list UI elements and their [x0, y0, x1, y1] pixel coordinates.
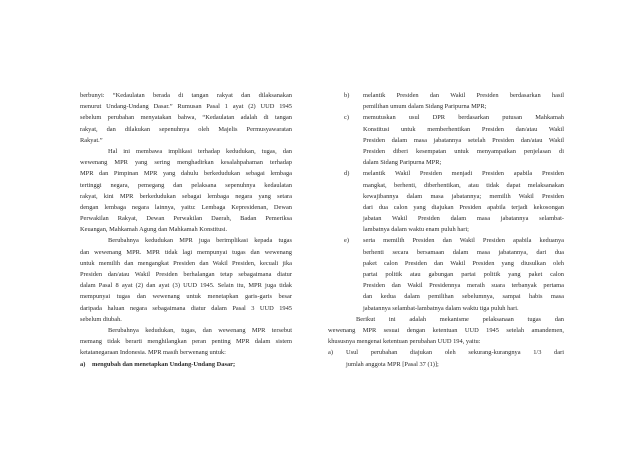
list-item-continuation: jabatannya selambat-lambatnya dalam waktu tiga puluh hari.	[363, 304, 519, 312]
paragraph-line: rakyat, dan dilakukan sepenuhnya oleh Majelis Permusyawaratan	[80, 125, 292, 133]
list-item	[328, 112, 564, 123]
list-item-continuation: berhenti secara bersamaan dalam masa jabatannya, dari dua	[363, 248, 564, 256]
paragraph-line: Rakyat.”	[80, 136, 103, 144]
list-item	[328, 168, 564, 179]
list-item-continuation: dan kedua dalam pemilihan sebelumnya, sampai habis masa	[363, 293, 564, 301]
paragraph-line: memang tidak berarti menghilangkan peran penting MPR dalam sistem	[80, 338, 292, 346]
list-item-text: Usul perubahan diajukan oleh sekurang-kurangnya 1/3 dari	[346, 349, 564, 357]
list-item-continuation: jumlah anggota MPR [Pasal 37 (1)];	[346, 360, 439, 368]
list-item-continuation: Presiden dan Wakil Presidennya meraih suara terbanyak pertama	[363, 282, 564, 290]
list-marker: e)	[344, 237, 349, 245]
list-item-continuation: kewajibannya dalam masa jabatannya; memilih Wakil Presiden	[363, 192, 564, 200]
left-text-column	[80, 90, 292, 370]
list-item-text: serta memilih Presiden dan Wakil Presiden apabila keduanya	[363, 237, 564, 245]
paragraph-line: wewenang MPR sesuai dengan ketentuan UUD 1945 setelah amandemen,	[328, 326, 564, 334]
list-item	[80, 359, 292, 370]
paragraph-first-line: Berubahnya kedudukan MPR juga berimplikasi kepada tugas	[108, 237, 292, 245]
paragraph-line: ketatanegaraan Indonesia. MPR masih berwenang untuk:	[80, 349, 226, 357]
list-item	[328, 347, 564, 358]
paragraph-line: rakyat, kini MPR berkedudukan sebagai lembaga negara yang setara	[80, 192, 292, 200]
paragraph-first-line: Hal ini membawa implikasi terhadap kedudukan, tugas, dan	[108, 147, 292, 155]
list-item-text: mengubah dan menetapkan Undang-Undang Dasar;	[92, 360, 236, 368]
list-item-continuation: partai politik atau gabungan partai politik yang paket calon	[363, 271, 564, 278]
list-item	[328, 235, 564, 246]
list-item-continuation: jabatan Wakil Presiden dalam masa jabatannya selambat-	[363, 215, 564, 223]
paragraph-line: Keuangan, Mahkamah Agung dan Mahkamah Konstitusi.	[80, 226, 228, 234]
list-item-text: memutuskan usul DPR berdasarkan putusan Mahkamah	[363, 114, 564, 122]
paragraph-first-line: Berikut ini adalah mekanisme pelaksanaan tugas dan	[356, 315, 564, 323]
paragraph-line: khususnya mengenai ketentuan perubahan UUD 194, yaitu:	[328, 338, 481, 346]
list-marker: a)	[328, 349, 333, 357]
paragraph-line: dalam Pasal 8 ayat (2) dan ayat (3) UUD 1945. Selain itu, MPR juga tidak	[80, 282, 292, 290]
list-item-continuation: Presiden dalam masa jabatannya setelah Presiden dan/atau Wakil	[363, 136, 564, 144]
list-marker: c)	[344, 114, 349, 122]
list-marker: d)	[344, 170, 350, 178]
list-marker: a)	[80, 360, 86, 368]
paragraph-line: Perwakilan Rakyat, Dewan Perwakilan Daerah, Badan Pemeriksa	[80, 215, 292, 223]
paragraph-line: sebelum diubah.	[80, 315, 122, 323]
list-item-continuation: paket calon Presiden dan Wakil Presiden yang diusulkan oleh	[363, 259, 564, 267]
list-item-continuation: lambatnya dalam waktu enam puluh hari;	[363, 226, 469, 234]
list-item-text: melantik Wakil Presiden menjadi Presiden apabila Presiden	[363, 170, 564, 178]
paragraph-line: Presiden dan/atau Wakil Presiden berhalangan tetap sebagaimana diatur	[80, 271, 292, 278]
list-item-continuation: Presiden diberi kesempatan untuk menyampaikan penjelasan di	[363, 147, 564, 155]
list-item-continuation: Konstitusi untuk memberhentikan Presiden dan/atau Wakil	[363, 125, 564, 133]
paragraph-line: menurut Undang-Undang Dasar.” Rumusan Pasal 1 ayat (2) UUD 1945	[80, 103, 292, 111]
list-item-continuation: dalam Sidang Paripurna MPR;	[363, 159, 442, 167]
paragraph-line: sebelum perubahan menyatakan bahwa, “Kedaulatan adalah di tangan	[80, 114, 292, 122]
paragraph-line: mempunyai tugas dan wewenang untuk menetapkan garis-garis besar	[80, 293, 292, 301]
paragraph-line: tertinggi negara, pemegang dan pelaksana sepenuhnya kedaulatan	[80, 181, 292, 189]
list-item-continuation: pemilihan umum dalam Sidang Paripurna MPR;	[363, 103, 487, 111]
list-item-continuation: dari dua calon yang diajukan Presiden apabila terjadi kekosongan	[363, 203, 564, 211]
paragraph-line: daripada haluan negara sebagaimana diatur dalam Pasal 3 UUD 1945	[80, 304, 292, 312]
list-item	[328, 90, 564, 101]
right-text-column	[328, 90, 564, 370]
list-item-continuation: mangkat, berhenti, diberhentikan, atau tidak dapat melaksanakan	[363, 181, 564, 189]
paragraph-line: wewenang MPR yang sering menghadirkan kesalahpahaman terhadap	[80, 159, 292, 167]
list-item-text: melantik Presiden dan Wakil Presiden berdasarkan hasil	[363, 92, 564, 99]
paragraph-line: berbunyi: “Kedaulatan berada di tangan rakyat dan dilaksanakan	[80, 92, 292, 99]
paragraph-line: dan wewenang MPR. MPR tidak lagi mempunyai tugas dan wewenang	[80, 248, 292, 256]
paragraph-first-line: Berubahnya kedudukan, tugas, dan wewenang MPR tersebut	[108, 326, 292, 334]
paragraph-line: MPR dan Pimpinan MPR yang dahulu berkedudukan sebagai lembaga	[80, 170, 292, 178]
paragraph-line: dengan lembaga negara lainnya, yaitu: Lembaga Kepresidenan, Dewan	[80, 203, 292, 211]
list-marker: b)	[344, 92, 350, 99]
paragraph-line: untuk memilih dan mengangkat Presiden dan Wakil Presiden, kecuali jika	[80, 259, 292, 267]
